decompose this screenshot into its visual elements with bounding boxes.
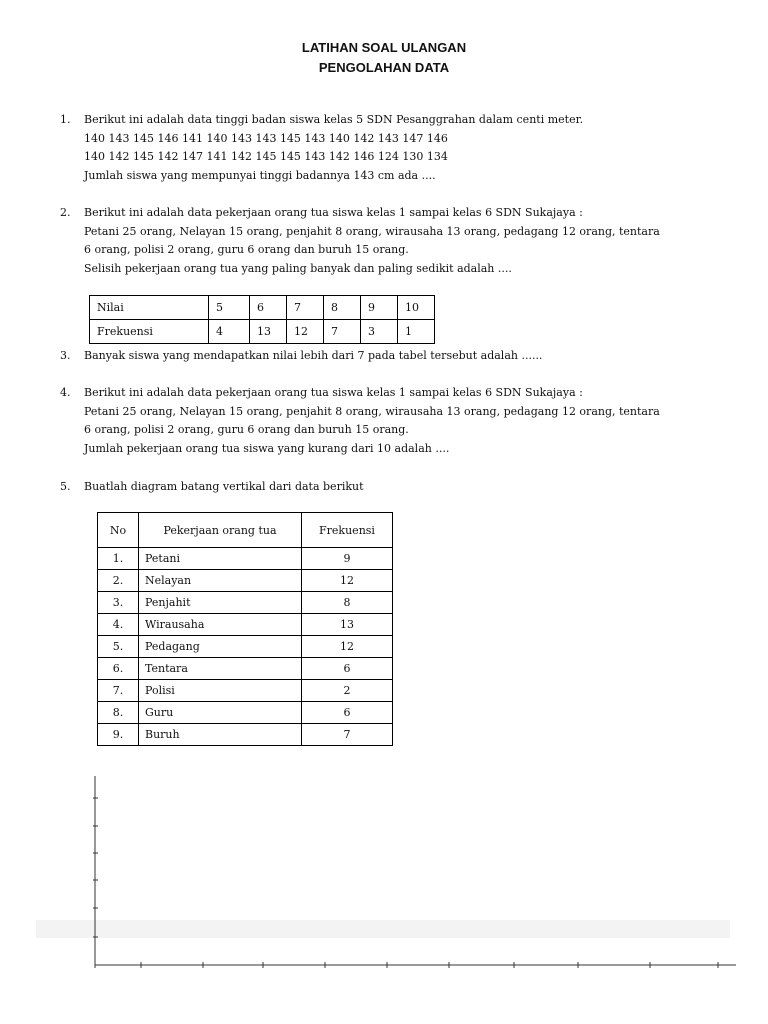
table-cell: 5 [209,296,250,320]
column-header: No [98,513,139,548]
table-cell: 2 [302,680,393,702]
table-cell: 1. [98,548,139,570]
question-prompt: Selisih pekerjaan orang tua yang paling banyak dan paling sedikit adalah .... [84,261,512,275]
question-text: Berikut ini adalah data tinggi badan siswa kelas 5 SDN Pesanggrahan dalam centi meter. [84,113,584,126]
table-cell: 7 [302,724,393,746]
table-cell: 7. [98,680,139,702]
table-cell: 13 [302,614,393,636]
table-cell: 5. [98,636,139,658]
question-text: Petani 25 orang, Nelayan 15 orang, penjahit 8 orang, wirausaha 13 orang, pedagang 12 orang, tentara [84,224,660,238]
table-cell: 9. [98,724,139,746]
table-cell: Polisi [139,680,302,702]
table-cell: Tentara [139,658,302,680]
table-cell: 12 [302,636,393,658]
question-text: Petani 25 orang, Nelayan 15 orang, penjahit 8 orang, wirausaha 13 orang, pedagang 12 orang, tentara [84,404,660,418]
table-cell: 2. [98,570,139,592]
table-cell: 9 [361,296,398,320]
question-prompt: Banyak siswa yang mendapatkan nilai lebih dari 7 pada tabel tersebut adalah ...... [84,349,543,362]
worksheet-title: LATIHAN SOAL ULANGAN [301,40,467,55]
table-cell: 3 [361,320,398,344]
table-cell: Nilai [90,296,209,320]
table-cell: 12 [302,570,393,592]
column-header: Pekerjaan orang tua [139,513,302,548]
question-number: 4. [60,386,71,399]
table-cell: 7 [324,320,361,344]
question-text: 6 orang, polisi 2 orang, guru 6 orang dan buruh 15 orang. [84,423,409,436]
column-header: Frekuensi [302,513,393,548]
table-cell: 9 [302,548,393,570]
table-cell: 6 [250,296,287,320]
table-cell: Frekuensi [90,320,209,344]
table-cell: 10 [398,296,435,320]
table-cell: 3. [98,592,139,614]
question-text: Berikut ini adalah data pekerjaan orang tua siswa kelas 1 sampai kelas 6 SDN Sukajaya : [84,206,583,219]
table-cell: 1 [398,320,435,344]
table-cell: Pedagang [139,636,302,658]
table-cell: 8 [324,296,361,320]
table-cell: 8. [98,702,139,724]
question-number: 1. [60,113,71,126]
table-cell: 4 [209,320,250,344]
table-cell: Nelayan [139,570,302,592]
table-cell: Wirausaha [139,614,302,636]
table-cell: 7 [287,296,324,320]
table-cell: 6. [98,658,139,680]
table-cell: 6 [302,702,393,724]
table-cell: Buruh [139,724,302,746]
question-prompt: Jumlah siswa yang mempunyai tinggi badannya 143 cm ada .... [84,168,436,182]
worksheet-subtitle: PENGOLAHAN DATA [318,60,450,75]
question-number: 3. [60,349,71,362]
table-cell: 8 [302,592,393,614]
question-number: 5. [60,480,71,493]
table-cell: 6 [302,658,393,680]
question-text: 6 orang, polisi 2 orang, guru 6 orang dan buruh 15 orang. [84,243,409,256]
table-cell: 4. [98,614,139,636]
table-cell: Guru [139,702,302,724]
question-prompt: Buatlah diagram batang vertikal dari data berikut [84,480,364,493]
table-cell: Penjahit [139,592,302,614]
table-cell: 12 [287,320,324,344]
question-data-row: 140 142 145 142 147 141 142 145 145 143 142 146 124 130 134 [84,150,448,163]
table-cell: Petani [139,548,302,570]
table-cell: 13 [250,320,287,344]
question-number: 2. [60,206,71,219]
question-text: Berikut ini adalah data pekerjaan orang tua siswa kelas 1 sampai kelas 6 SDN Sukajaya : [84,386,583,399]
question-data-row: 140 143 145 146 141 140 143 143 145 143 140 142 143 147 146 [84,131,448,145]
question-prompt: Jumlah pekerjaan orang tua siswa yang kurang dari 10 adalah .... [84,441,450,455]
